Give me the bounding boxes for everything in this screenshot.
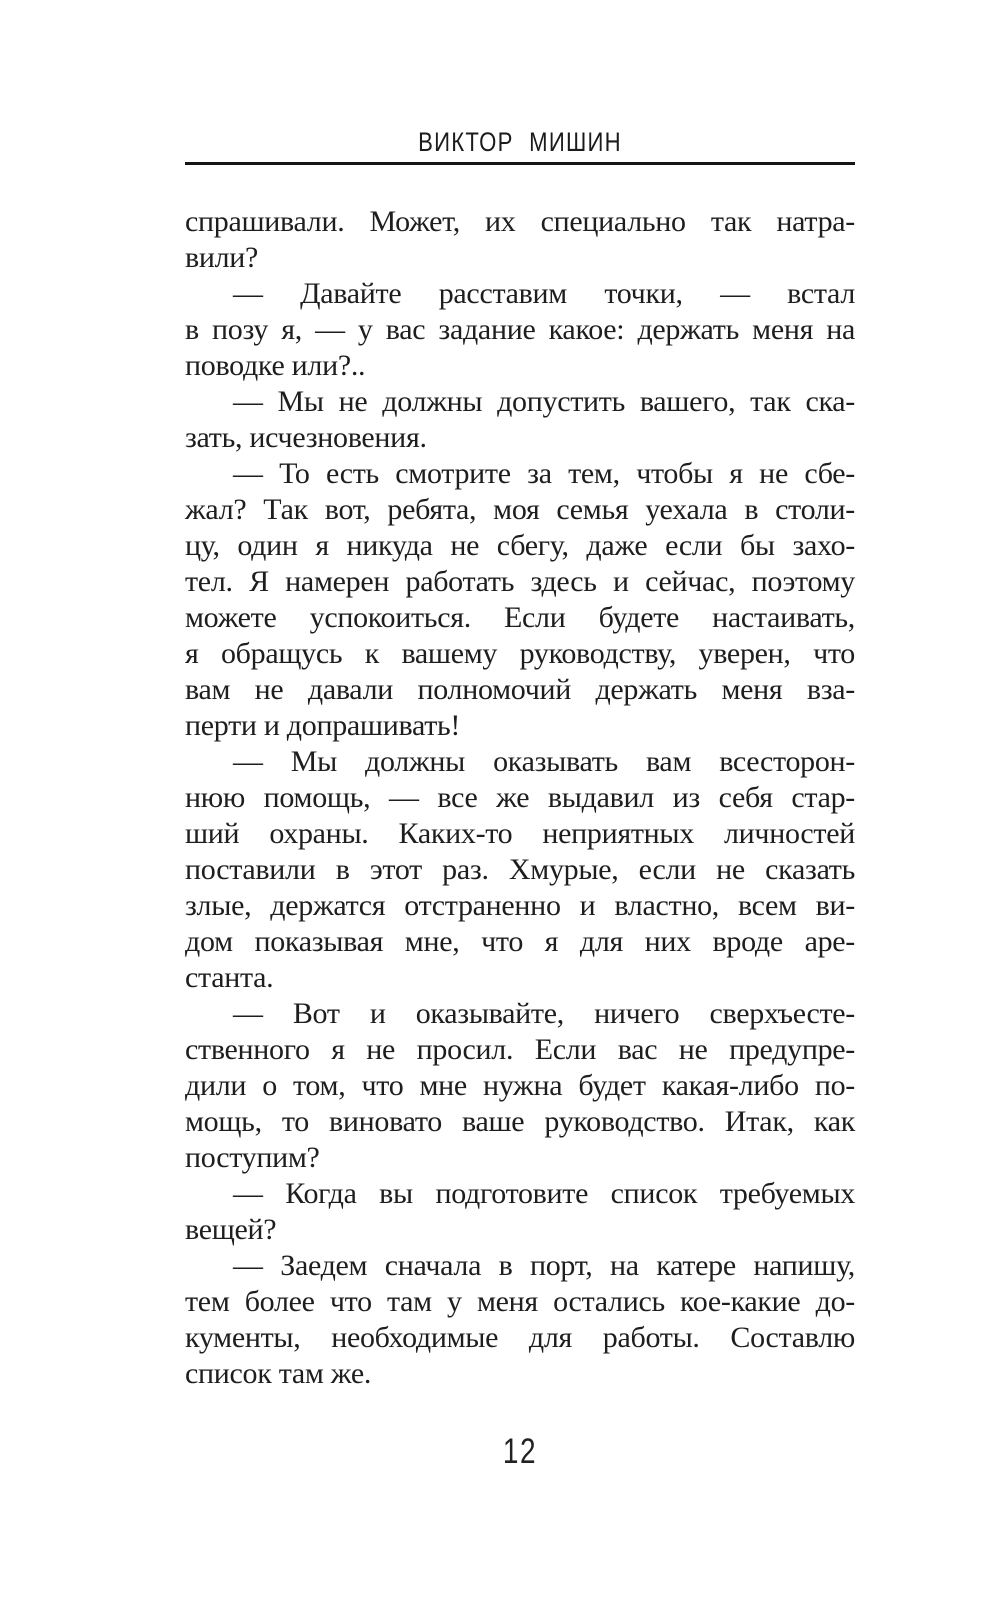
text-line: нюю помощь, — все же выдавил из себя стар- bbox=[185, 781, 855, 814]
paragraph bbox=[185, 996, 855, 1176]
text-line: цу, один я никуда не сбегу, даже если бы захо- bbox=[185, 529, 855, 562]
text-line: поставили в этот раз. Хмурые, если не сказать bbox=[185, 853, 855, 886]
page-number: 12 bbox=[502, 1432, 538, 1471]
text-line: поводке или?.. bbox=[185, 349, 366, 382]
text-line: дом показывая мне, что я для них вроде аре- bbox=[185, 925, 855, 958]
text-line: станта. bbox=[185, 961, 274, 994]
text-line: — Мы не должны допустить вашего, так ска- bbox=[233, 385, 855, 418]
text-line: — То есть смотрите за тем, чтобы я не сбе- bbox=[233, 457, 855, 490]
paragraph bbox=[185, 204, 855, 276]
text-line: — Вот и оказывайте, ничего сверхъесте- bbox=[233, 997, 855, 1030]
paragraph bbox=[185, 1248, 855, 1392]
text-line: вам не давали полномочий держать меня вза- bbox=[185, 673, 855, 706]
paragraph bbox=[185, 384, 855, 456]
text-line: тел. Я намерен работать здесь и сейчас, поэтому bbox=[185, 565, 855, 598]
text-line: спрашивали. Может, их специально так натра- bbox=[185, 205, 855, 238]
text-line: — Когда вы подготовите список требуемых bbox=[233, 1177, 855, 1210]
body-text bbox=[185, 204, 855, 1392]
paragraph bbox=[185, 276, 855, 384]
text-line: — Мы должны оказывать вам всесторон- bbox=[233, 745, 855, 778]
header-divider-line bbox=[185, 162, 855, 165]
text-line: поступим? bbox=[185, 1141, 320, 1174]
text-line: ственного я не просил. Если вас не предупре- bbox=[185, 1033, 855, 1066]
text-line: кументы, необходимые для работы. Составлю bbox=[185, 1321, 855, 1354]
text-line: в позу я, — у вас задание какое: держать меня на bbox=[185, 313, 855, 346]
text-line: зать, исчезновения. bbox=[185, 421, 427, 454]
text-line: я обращусь к вашему руководству, уверен, что bbox=[185, 637, 855, 670]
paragraph bbox=[185, 456, 855, 744]
text-line: дили о том, что мне нужна будет какая-либо по- bbox=[185, 1069, 855, 1102]
text-line: список там же. bbox=[185, 1357, 372, 1390]
text-line: ший охраны. Каких-то неприятных личностей bbox=[185, 817, 855, 850]
text-line: вили? bbox=[185, 241, 259, 274]
running-header-author: ВИКТОР МИШИН bbox=[418, 127, 622, 157]
text-line: жал? Так вот, ребята, моя семья уехала в столи- bbox=[185, 493, 855, 526]
text-line: перти и допрашивать! bbox=[185, 709, 461, 742]
text-line: тем более что там у меня остались кое-какие до- bbox=[185, 1285, 855, 1318]
text-line: — Давайте расставим точки, — встал bbox=[233, 277, 855, 310]
paragraph bbox=[185, 1176, 855, 1248]
text-line: злые, держатся отстраненно и властно, всем ви- bbox=[185, 889, 855, 922]
text-line: мощь, то виновато ваше руководство. Итак, как bbox=[185, 1105, 855, 1138]
paragraph bbox=[185, 744, 855, 996]
text-line: вещей? bbox=[185, 1213, 277, 1246]
text-line: — Заедем сначала в порт, на катере напишу, bbox=[233, 1249, 855, 1282]
text-line: можете успокоиться. Если будете настаивать, bbox=[185, 601, 855, 634]
